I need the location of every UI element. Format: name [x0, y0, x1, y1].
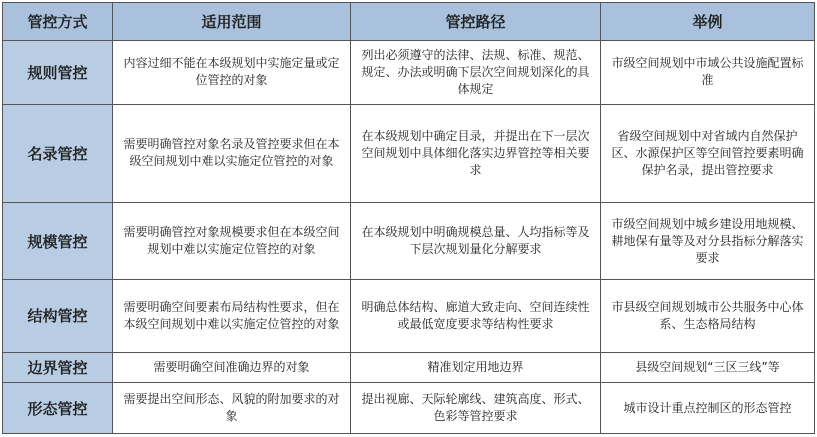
header-example: 举例 [601, 3, 815, 41]
row-scope: 需要明确空间准确边界的对象 [113, 352, 351, 382]
row-method: 规则管控 [3, 41, 113, 105]
row-scope: 需要明确管控对象规模要求但在本级空间规划中难以实施定位管控的对象 [113, 203, 351, 280]
row-method: 形态管控 [3, 383, 113, 434]
row-example: 市级空间规划中城乡建设用地规模、耕地保有量等及对分县指标分解落实要求 [601, 203, 815, 280]
row-path: 精准划定用地边界 [351, 352, 601, 382]
row-path: 在本级规划中明确规模总量、人均指标等及下层次规划量化分解要求 [351, 203, 601, 280]
row-path: 列出必须遵守的法律、法规、标准、规范、规定、办法或明确下层次空间规划深化的具体规定 [351, 41, 601, 105]
row-scope: 内容过细不能在本级规划中实施定量或定位管控的对象 [113, 41, 351, 105]
header-method: 管控方式 [3, 3, 113, 41]
header-path: 管控路径 [351, 3, 601, 41]
row-scope: 需要提出空间形态、风貌的附加要求的对象 [113, 383, 351, 434]
row-method: 边界管控 [3, 352, 113, 382]
row-scope: 需要明确管控对象名录及管控要求但在本级空间规划中难以实施定位管控的对象 [113, 104, 351, 202]
row-path: 明确总体结构、廊道大致走向、空间连续性或最低宽度要求等结构性要求 [351, 280, 601, 353]
row-example: 市级空间规划中市域公共设施配置标准 [601, 41, 815, 105]
table-row [3, 352, 815, 382]
row-path: 在本级规划中确定目录，并提出在下一层次空间规划中具体细化落实边界管控等相关要求 [351, 104, 601, 202]
row-example: 省级空间规划中对省域内自然保护区、水源保护区等空间管控要素明确保护名录，提出管控要求 [601, 104, 815, 202]
row-method: 结构管控 [3, 280, 113, 353]
table-row [3, 104, 815, 202]
row-example: 县级空间规划“三区三线”等 [601, 352, 815, 382]
table-header [3, 3, 815, 41]
row-example: 城市设计重点控制区的形态管控 [601, 383, 815, 434]
table-row [3, 203, 815, 280]
header-row [3, 3, 815, 41]
row-method: 规模管控 [3, 203, 113, 280]
row-path: 提出视廊、天际轮廓线、建筑高度、形式、色彩等管控要求 [351, 383, 601, 434]
table-row [3, 280, 815, 353]
table-row [3, 383, 815, 434]
row-scope: 需要明确空间要素布局结构性要求，但在本级空间规划中难以实施定位管控的对象 [113, 280, 351, 353]
table-body [3, 41, 815, 434]
row-method: 名录管控 [3, 104, 113, 202]
row-example: 市县级空间规划城市公共服务中心体系、生态格局结构 [601, 280, 815, 353]
control-methods-table [2, 2, 815, 434]
header-scope: 适用范围 [113, 3, 351, 41]
table-row [3, 41, 815, 105]
